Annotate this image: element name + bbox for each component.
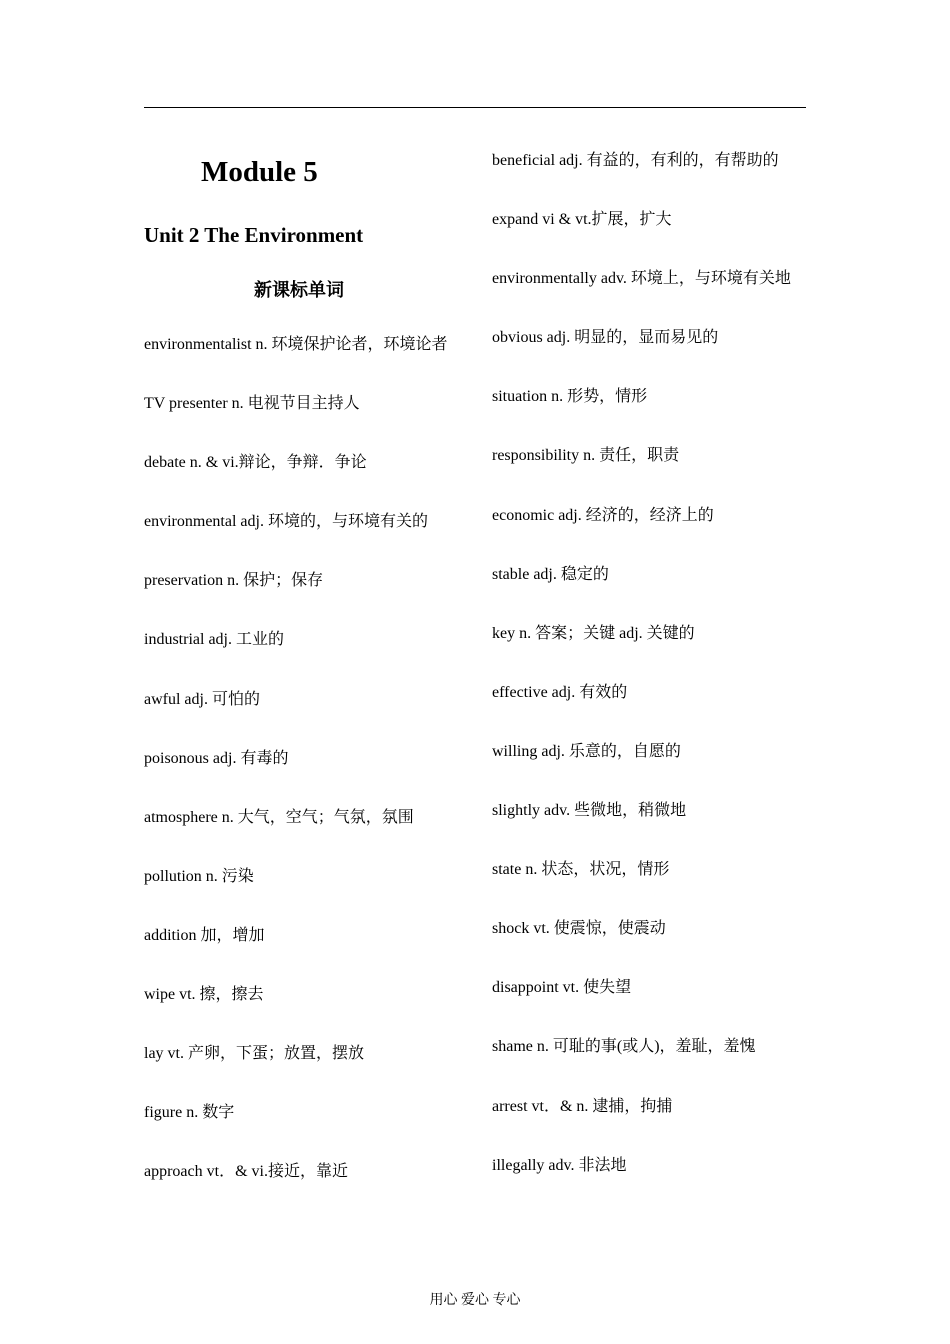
vocab-item: debate n. & vi.辩论，争辩．争论: [144, 454, 367, 472]
vocab-item: environmentally adv. 环境上，与环境有关地: [492, 270, 791, 288]
unit-title: Unit 2 The Environment: [144, 223, 364, 247]
vocab-item: beneficial adj. 有益的，有利的，有帮助的: [492, 152, 779, 169]
vocab-item: economic adj. 经济的，经济上的: [492, 506, 714, 524]
vocab-item: obvious adj. 明显的，显而易见的: [492, 329, 719, 347]
vocab-item: approach vt．& vi.接近，靠近: [144, 1163, 348, 1181]
header-rule: [144, 107, 806, 108]
module-title: Module 5: [201, 156, 318, 188]
vocab-item: responsibility n. 责任，职责: [492, 447, 680, 465]
vocab-list-right: [492, 150, 812, 1214]
vocab-item: expand vi & vt.扩展，扩大: [492, 211, 672, 229]
vocab-item: figure n. 数字: [144, 1104, 235, 1122]
vocab-item: shock vt. 使震惊，使震动: [492, 920, 666, 938]
vocab-item: effective adj. 有效的: [492, 683, 628, 701]
vocab-item: arrest vt．& n. 逮捕，拘捕: [492, 1097, 673, 1115]
vocab-item: atmosphere n. 大气，空气；气氛，氛围: [144, 808, 414, 826]
vocab-item: preservation n. 保护；保存: [144, 572, 324, 590]
section-title: 新课标单词: [254, 280, 344, 300]
vocab-item: disappoint vt. 使失望: [492, 979, 632, 997]
vocab-item: shame n. 可耻的事(或人)，羞耻，羞愧: [492, 1038, 756, 1056]
vocab-item: situation n. 形势，情形: [492, 388, 648, 406]
page-footer: 用心 爱心 专心: [429, 1293, 521, 1308]
vocab-item: stable adj. 稳定的: [492, 565, 609, 583]
vocab-item: TV presenter n. 电视节目主持人: [144, 395, 360, 413]
vocab-item: awful adj. 可怕的: [144, 690, 260, 708]
vocab-item: illegally adv. 非法地: [492, 1156, 627, 1174]
vocab-item: willing adj. 乐意的，自愿的: [492, 742, 681, 760]
vocab-item: addition 加，增加: [144, 926, 265, 944]
vocab-item: wipe vt. 擦，擦去: [144, 986, 264, 1004]
vocab-item: poisonous adj. 有毒的: [144, 749, 289, 767]
vocab-item: pollution n. 污染: [144, 867, 254, 885]
vocab-item: key n. 答案；关键 adj. 关键的: [492, 624, 695, 642]
vocab-item: industrial adj. 工业的: [144, 631, 284, 649]
vocab-item: slightly adv. 些微地，稍微地: [492, 802, 687, 820]
vocab-item: environmental adj. 环境的，与环境有关的: [144, 513, 428, 531]
vocab-item: lay vt. 产卵，下蛋；放置，摆放: [144, 1045, 364, 1063]
vocab-item: state n. 状态，状况，情形: [492, 861, 670, 879]
vocab-list-left: [144, 334, 479, 1220]
vocab-item: environmentalist n. 环境保护论者，环境论者: [144, 336, 448, 353]
